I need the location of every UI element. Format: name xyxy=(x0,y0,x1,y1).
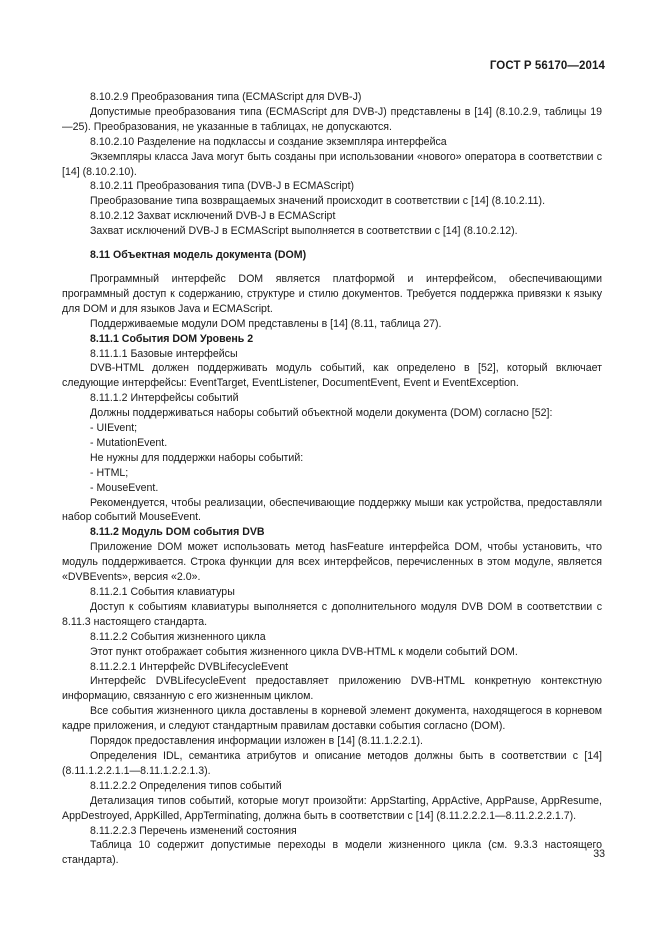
body-paragraph: Доступ к событиям клавиатуры выполняется с дополнительного модуля DVB DOM в соответствии с 8.11.3 настоящего стандарта. xyxy=(62,600,602,628)
body-paragraph: Поддерживаемые модули DOM представлены в [14] (8.11, таблица 27). xyxy=(90,317,442,330)
body-paragraph: DVB-HTML должен поддерживать модуль событий, как определено в [52], который включает следующие интерфейсы: EventTarget, EventListener, DocumentEvent, Event и EventException. xyxy=(62,362,602,390)
subclause-heading: 8.11.2.2.3 Перечень изменений состояния xyxy=(90,824,297,837)
body-paragraph: Таблица 10 содержит допустимые переходы в модели жизненного цикла (см. 9.3.3 настоящего стандарта). xyxy=(62,839,602,867)
body-paragraph: Порядок предоставления информации изложен в [14] (8.11.1.2.2.1). xyxy=(90,735,423,748)
body-paragraph: Все события жизненного цикла доставлены в корневой элемент документа, находящегося в корневом кадре приложения, и следуют стандартным правилам доставки события согласно (DOM). xyxy=(62,705,602,733)
section-heading: 8.11 Объектная модель документа (DOM) xyxy=(90,249,307,262)
body-paragraph: Программный интерфейс DOM является платформой и интерфейсом, обеспечивающими программный доступ к содержанию, структуре и стилю документов. Требуется поддержка привязки к языку для DOM и для языков Java и ECMAScript. xyxy=(62,272,602,315)
body-paragraph: Не нужны для поддержки наборы событий: xyxy=(90,451,304,464)
page-number: 33 xyxy=(593,848,605,860)
subclause-heading: 8.11.2.2 События жизненного цикла xyxy=(90,630,266,643)
body-paragraph: Определения IDL, семантика атрибутов и описание методов должны быть в соответствии с [14] (8.11.1.2.2.1.1—8.11.1.2.2.1.3). xyxy=(62,749,602,777)
body-paragraph: Этот пункт отображает события жизненного цикла DVB-HTML к модели событий DOM. xyxy=(90,645,518,658)
subclause-heading: 8.10.2.12 Захват исключений DVB-J в ECMAScript xyxy=(90,210,336,223)
subsection-heading: 8.11.1 События DOM Уровень 2 xyxy=(90,332,254,345)
subclause-heading: 8.11.2.1 События клавиатуры xyxy=(90,586,235,598)
subsection-heading: 8.11.2 Модуль DOM события DVB xyxy=(90,526,265,539)
body-paragraph: Рекомендуется, чтобы реализации, обеспечивающие поддержку мыши как устройства, предоставляли набор событий MouseEvent. xyxy=(62,496,602,524)
subclause-heading: 8.10.2.11 Преобразования типа (DVB-J в ECMAScript) xyxy=(90,180,355,193)
list-item: - HTML; xyxy=(90,466,129,479)
body-paragraph: Преобразование типа возвращаемых значений происходит в соответствии с [14] (8.10.2.11). xyxy=(90,195,546,208)
subclause-heading: 8.11.2.2.1 Интерфейс DVBLifecycleEvent xyxy=(90,660,289,673)
subclause-heading: 8.10.2.9 Преобразования типа (ECMAScript для DVB-J) xyxy=(90,91,362,103)
subclause-heading: 8.11.1.2 Интерфейсы событий xyxy=(90,392,239,405)
body-paragraph: Захват исключений DVB-J в ECMAScript выполняется в соответствии с [14] (8.10.2.12). xyxy=(90,225,518,238)
body-paragraph: Допустимые преобразования типа (ECMAScript для DVB-J) представлены в [14] (8.10.2.9, таблицы 19—25). Преобразования, не указанные в таблицах, не допускаются. xyxy=(62,105,602,133)
list-item: - UIEvent; xyxy=(90,422,138,435)
body-paragraph: Экземпляры класса Java могут быть созданы при использовании «нового» оператора в соответствии с [14] (8.10.2.10). xyxy=(62,150,602,178)
page-body xyxy=(62,90,602,868)
document-id-header: ГОСТ Р 56170—2014 xyxy=(489,60,605,72)
subclause-heading: 8.10.2.10 Разделение на подклассы и создание экземпляра интерфейса xyxy=(90,135,447,148)
body-paragraph: Приложение DOM может использовать метод hasFeature интерфейса DOM, чтобы установить, что модуль поддерживается. Строка функции для всех интерфейсов, перечисленных в этом модуле, является «DVBEvents», версия «2.0». xyxy=(62,541,602,584)
body-paragraph: Интерфейс DVBLifecycleEvent предоставляет приложению DVB-HTML конкретную контекстную информацию, связанную с его жизненным циклом. xyxy=(62,675,602,703)
list-item: - MouseEvent. xyxy=(90,481,159,494)
subclause-heading: 8.11.1.1 Базовые интерфейсы xyxy=(90,347,238,360)
body-paragraph: Должны поддерживаться наборы событий объектной модели документа (DOM) согласно [52]: xyxy=(90,407,553,420)
subclause-heading: 8.11.2.2.2 Определения типов событий xyxy=(90,779,282,792)
body-paragraph: Детализация типов событий, которые могут произойти: AppStarting, AppActive, AppPause, AppResume, AppDestroyed, AppKilled, AppTerminating, должна быть в соответствии с [14] (8.11.2.2.2.1—8.11.2.2.2.1.7). xyxy=(62,794,602,822)
list-item: - MutationEvent. xyxy=(90,436,168,449)
